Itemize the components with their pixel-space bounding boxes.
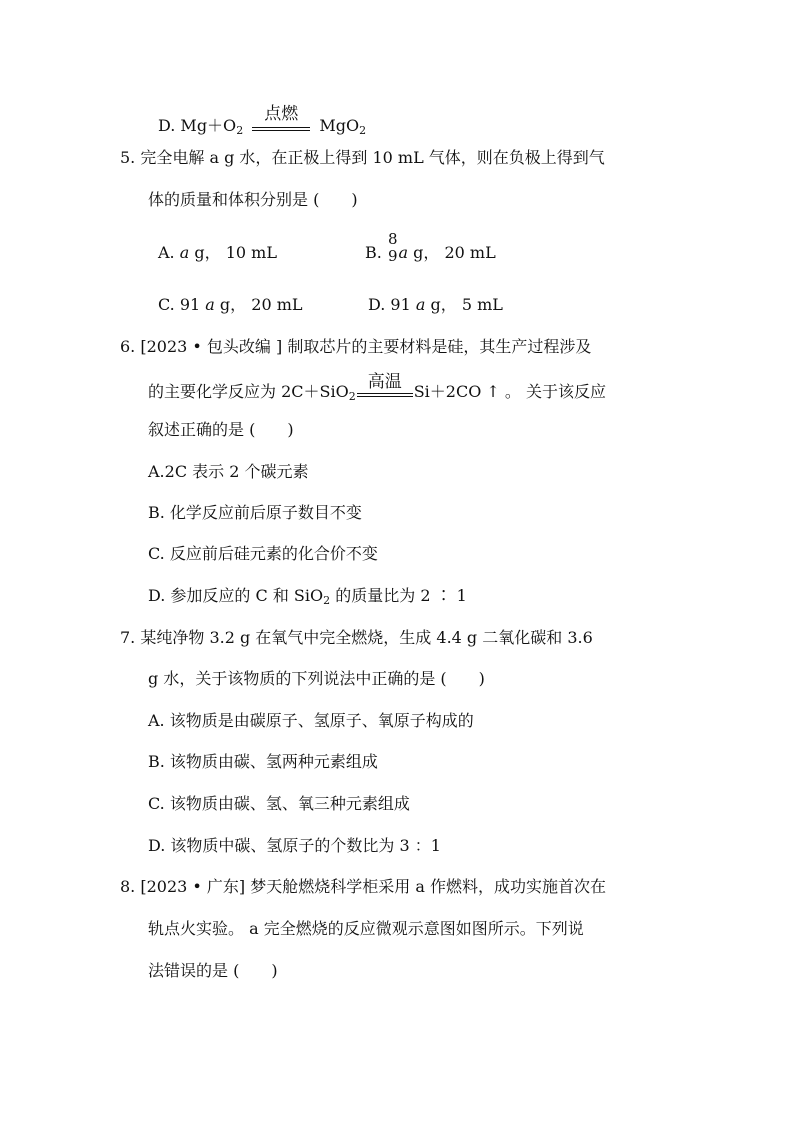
q6-stem-line-2 xyxy=(148,372,607,403)
q6-option-a: A.2C 表示 2 个碳元素 xyxy=(148,462,309,481)
q6-stem-line-3: 叙述正确的是 ( ) xyxy=(148,420,294,439)
option-variable: a xyxy=(415,295,426,314)
reaction-condition-label: 点燃 xyxy=(264,104,299,124)
q6-equation-right: Si＋2CO ↑ 。 关于该反应 xyxy=(413,382,607,401)
option-prefix: C. 91 xyxy=(158,295,206,314)
q5-option-c xyxy=(158,294,303,316)
option-prefix: B. xyxy=(365,243,387,262)
fraction xyxy=(388,231,398,265)
q5-option-a xyxy=(158,242,277,264)
q6-option-d xyxy=(148,585,467,607)
q5-option-b xyxy=(365,229,496,265)
option-rest: g， 20 mL xyxy=(408,243,496,262)
double-bar xyxy=(357,393,413,397)
q6-equation-subscript: 2 xyxy=(348,390,356,403)
reaction-condition-arrow xyxy=(252,104,310,131)
double-bar xyxy=(252,127,310,131)
q8-stem-line-3: 法错误的是 ( ) xyxy=(148,961,278,980)
q6-option-b: B. 化学反应前后原子数目不变 xyxy=(148,503,362,522)
fraction-numerator: 8 xyxy=(387,229,398,248)
option-prefix: A. xyxy=(158,243,180,262)
option-rest: g， 10 mL xyxy=(189,243,277,262)
q8-stem-line-2: 轨点火实验。 a 完全燃烧的反应微观示意图如图所示。下列说 xyxy=(148,919,584,938)
q5-option-d xyxy=(368,294,503,316)
q7-option-c: C. 该物质由碳、氢、氧三种元素组成 xyxy=(148,794,410,813)
fraction-denominator: 9 xyxy=(387,246,398,265)
option-prefix: D. 91 xyxy=(368,295,416,314)
option-variable: a xyxy=(398,243,409,262)
q7-stem-line-1: 7. 某纯净物 3.2 g 在氧气中完全燃烧，生成 4.4 g 二氧化碳和 3.6 xyxy=(120,628,593,647)
q7-option-b: B. 该物质由碳、氢两种元素组成 xyxy=(148,752,378,771)
q4-option-d-label: D. Mg＋O xyxy=(158,116,237,135)
q6-equation-left: 的主要化学反应为 2C＋SiO xyxy=(148,382,349,401)
option-rest: g， 5 mL xyxy=(425,295,503,314)
option-text: D. 参加反应的 C 和 SiO xyxy=(148,586,324,605)
option-subscript: 2 xyxy=(323,594,331,607)
q4-option-d-subscript: 2 xyxy=(236,124,244,137)
q4-option-d-product-subscript: 2 xyxy=(359,124,367,137)
option-rest: g， 20 mL xyxy=(214,295,303,314)
reaction-condition-label: 高温 xyxy=(367,372,402,392)
option-text-end: 的质量比为 2 ∶ 1 xyxy=(330,586,467,605)
option-variable: a xyxy=(179,243,190,262)
q6-option-c: C. 反应前后硅元素的化合价不变 xyxy=(148,544,378,563)
reaction-condition-arrow xyxy=(357,372,413,397)
q4-option-d xyxy=(158,104,367,137)
q6-stem-line-1: 6. [2023 • 包头改编 ] 制取芯片的主要材料是硅，其生产过程涉及 xyxy=(120,337,592,356)
q5-stem-line-1: 5. 完全电解 a g 水，在正极上得到 10 mL 气体，则在负极上得到气 xyxy=(120,148,605,167)
q7-stem-line-2: g 水，关于该物质的下列说法中正确的是 ( ) xyxy=(148,669,485,688)
q4-option-d-product: MgO xyxy=(319,116,360,135)
option-variable: a xyxy=(205,295,215,314)
q8-stem-line-1: 8. [2023 • 广东] 梦天舱燃烧科学柜采用 a 作燃料，成功实施首次在 xyxy=(120,877,606,896)
q7-option-a: A. 该物质是由碳原子、氢原子、氧原子构成的 xyxy=(148,711,474,730)
q7-option-d: D. 该物质中碳、氢原子的个数比为 3 ：1 xyxy=(148,836,441,855)
q5-stem-line-2: 体的质量和体积分别是 ( ) xyxy=(148,190,358,209)
